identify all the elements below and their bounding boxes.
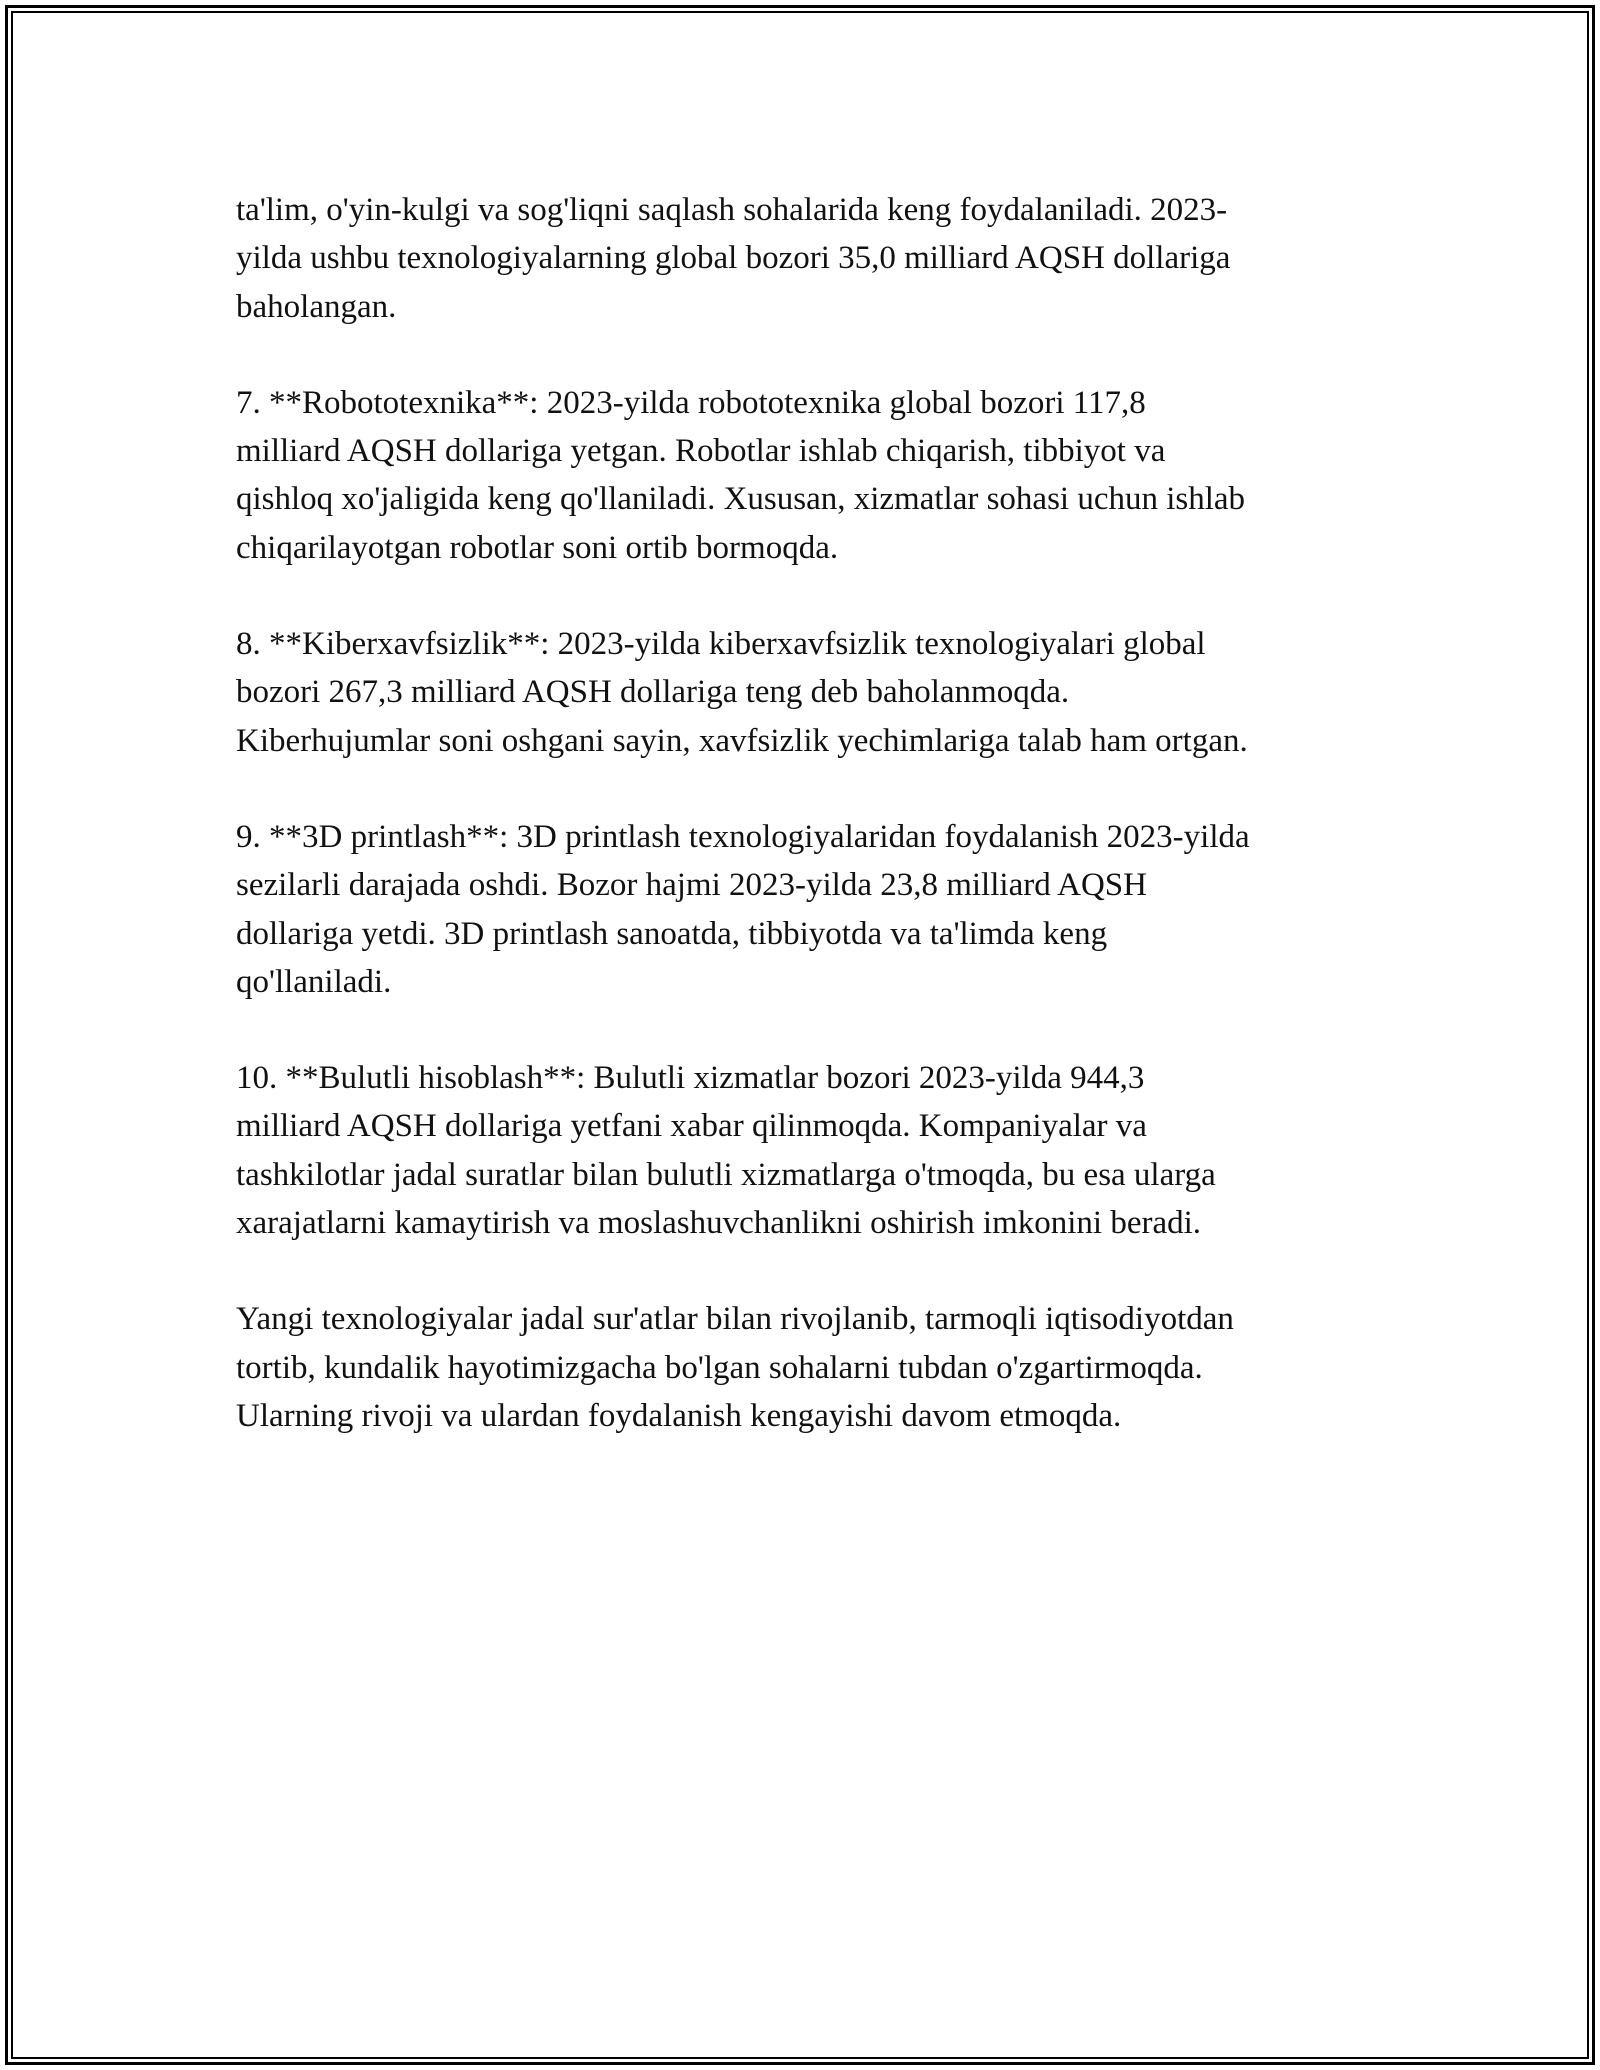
text-line: qishloq xo'jaligida keng qo'llaniladi. Xususan, xizmatlar sohasi uchun ishlab <box>236 481 1246 518</box>
paragraph-bulutli-hisoblash <box>236 1054 1386 1247</box>
text-line: qo'llaniladi. <box>236 963 392 1000</box>
text-line: tortib, kundalik hayotimizgacha bo'lgan sohalarni tubdan o'zgartirmoqda. <box>236 1349 1203 1386</box>
text-line: baholangan. <box>236 288 397 325</box>
paragraph-3d-printlash <box>236 813 1386 1006</box>
text-line: 7. **Robototexnika**: 2023-yilda robototexnika global bozori 117,8 <box>236 384 1146 421</box>
text-line: Yangi texnologiyalar jadal sur'atlar bilan rivojlanib, tarmoqli iqtisodiyotdan <box>236 1301 1234 1338</box>
text-line: Ularning rivoji va ulardan foydalanish kengayishi davom etmoqda. <box>236 1397 1122 1434</box>
text-line: milliard AQSH dollariga yetfani xabar qilinmoqda. Kompaniyalar va <box>236 1108 1147 1145</box>
paragraph-intro-continuation <box>236 186 1386 331</box>
text-line: milliard AQSH dollariga yetgan. Robotlar ishlab chiqarish, tibbiyot va <box>236 433 1166 470</box>
paragraph-kiberxavfsizlik <box>236 620 1386 765</box>
text-line: chiqarilayotgan robotlar soni ortib bormoqda. <box>236 529 839 566</box>
text-line: sezilarli darajada oshdi. Bozor hajmi 2023-yilda 23,8 milliard AQSH <box>236 867 1147 904</box>
text-line: ta'lim, o'yin-kulgi va sog'liqni saqlash sohalarida keng foydalaniladi. 2023- <box>236 192 1228 228</box>
text-line: tashkilotlar jadal suratlar bilan bulutli xizmatlarga o'tmoqda, bu esa ularga <box>236 1156 1216 1193</box>
text-line: bozori 267,3 milliard AQSH dollariga teng deb baholanmoqda. <box>236 674 1070 711</box>
paragraph-robototexnika <box>236 379 1386 572</box>
text-line: Kiberhujumlar soni oshgani sayin, xavfsizlik yechimlariga talab ham ortgan. <box>236 722 1248 759</box>
text-line: 10. **Bulutli hisoblash**: Bulutli xizmatlar bozori 2023-yilda 944,3 <box>236 1060 1145 1097</box>
text-line: 8. **Kiberxavfsizlik**: 2023-yilda kiberxavfsizlik texnologiyalari global <box>236 626 1206 663</box>
text-line: yilda ushbu texnologiyalarning global bozori 35,0 milliard AQSH dollariga <box>236 240 1231 277</box>
text-line: 9. **3D printlash**: 3D printlash texnologiyalaridan foydalanish 2023-yilda <box>236 818 1250 855</box>
text-line: xarajatlarni kamaytirish va moslashuvchanlikni oshirish imkonini beradi. <box>236 1205 1202 1242</box>
document-body <box>236 186 1386 1488</box>
text-line: dollariga yetdi. 3D printlash sanoatda, tibbiyotda va ta'limda keng <box>236 915 1108 952</box>
paragraph-conclusion <box>236 1295 1386 1440</box>
